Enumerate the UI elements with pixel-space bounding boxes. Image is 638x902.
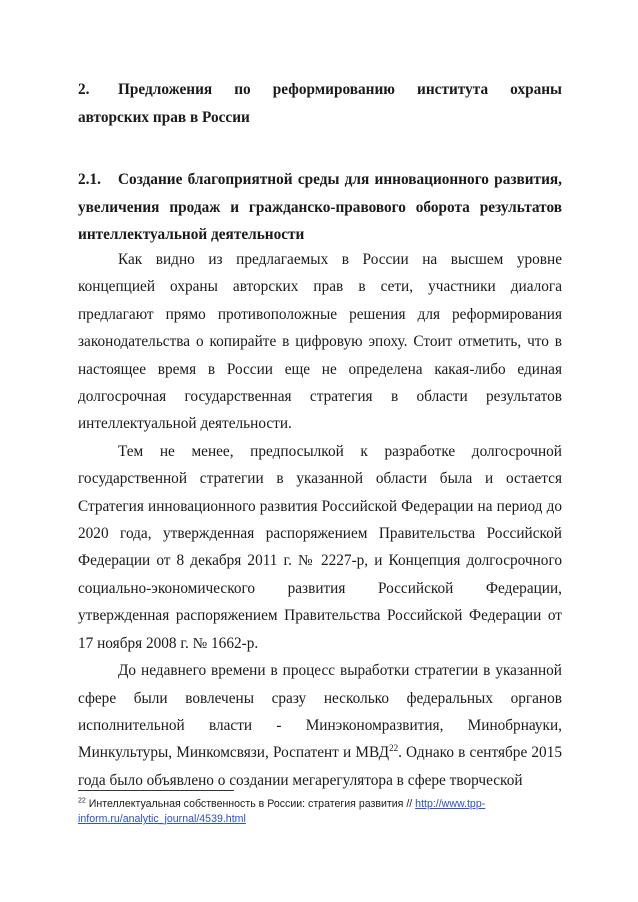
footnote-reference[interactable]: 22: [389, 743, 399, 754]
section-2-number: 2.: [78, 81, 90, 98]
body-text: [78, 246, 562, 794]
paragraph-2: Тем не менее, предпосылкой к разработке долгосрочной государственной стратегии в указанной области была и остается Стратегия инновационного развития Российской Федерации на период до 2020 года, утвержденная распоряжением Правительства Российской Федерации от 8 декабря 2011 г. № 2227-р, и Концепция долгосрочного социально-экономического развития Российской Федерации, утвержденная распоряжением Правительства Российской Федерации от 17 ноября 2008 г. № 1662-р.: [78, 442, 562, 652]
section-2-1-number: 2.1.: [78, 171, 101, 188]
paragraph-3-text-b: . Однако в сентябре 2015 года было объявлено о создании мегарегулятора в сфере творческой: [78, 744, 562, 789]
section-2-1-heading: [78, 166, 562, 249]
paragraph-3-text-a: До недавнего времени в процесс выработки стратегии в указанной сфере были вовлечены сразу несколько федеральных органов исполнительной власти - Минэкономразвития, Минобрнауки, Минкультуры, Минкомсвязи, Роспатент и МВД: [78, 662, 562, 762]
section-2-heading: [78, 76, 562, 131]
section-2-1-title: Создание благоприятной среды для инновационного развития, увеличения продаж и гражданско-правового оборота результатов интеллектуальной деятельности: [78, 171, 562, 243]
footnote: [78, 797, 562, 827]
paragraph-3: [78, 657, 562, 794]
footnote-number: 22: [78, 797, 86, 805]
footnote-divider: [78, 790, 234, 791]
section-2-title: Предложения по реформированию института охраны авторских прав в России: [78, 81, 562, 126]
footnote-link[interactable]: http://www.tpp-inform.ru/analytic_journal/4539.html: [78, 798, 486, 825]
paragraph-1: Как видно из предлагаемых в России на высшем уровне концепцией охраны авторских прав в сети, участники диалога предлагают прямо противоположные решения для реформирования законодательства о копирайте в цифровую эпоху. Стоит отметить, что в настоящее время в России еще не определена какая-либо единая долгосрочная государственная стратегия в области результатов интеллектуальной деятельности.: [78, 251, 562, 433]
footnote-text: Интеллектуальная собственность в России: стратегия развития //: [85, 798, 416, 810]
